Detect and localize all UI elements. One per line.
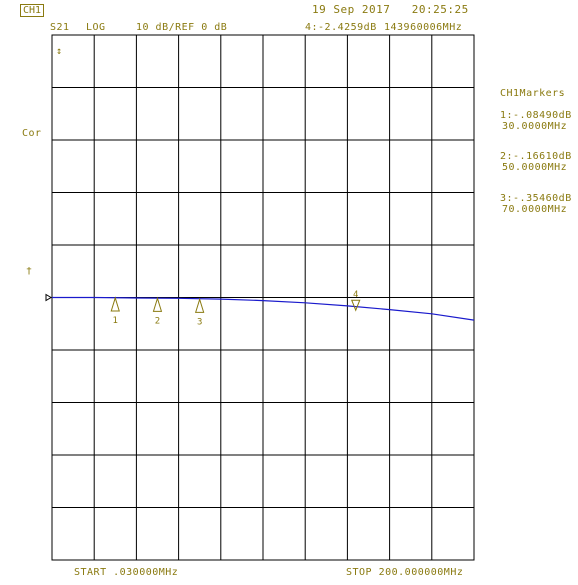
stop-frequency: STOP 200.000000MHz (346, 567, 464, 578)
marker-triangle (153, 298, 161, 311)
scale-label: 10 dB/REF 0 dB (136, 22, 228, 33)
marker-label: 3 (196, 317, 203, 328)
trace-arrow-icon: † (26, 266, 33, 277)
format-label: LOG (86, 22, 106, 33)
marker-2-freq: 50.0000MHz (502, 162, 568, 173)
active-marker-value: 4:-2.4259dB (305, 22, 377, 33)
marker-1-freq: 30.0000MHz (502, 121, 568, 132)
marker-3-value: 3:-.35460dB (500, 193, 572, 204)
datetime: 19 Sep 2017 20:25:25 (312, 3, 469, 16)
marker-triangle (111, 298, 119, 311)
marker-triangle (352, 300, 360, 310)
start-frequency: START .030000MHz (74, 567, 179, 578)
reference-level-icon (46, 295, 51, 301)
active-marker-freq: 143960006MHz (384, 22, 463, 33)
marker-label: 4 (353, 290, 359, 301)
marker-label: 2 (154, 316, 161, 327)
marker-triangle (196, 299, 204, 312)
correction-label: Cor (22, 128, 42, 139)
marker-2-value: 2:-.16610dB (500, 151, 572, 162)
marker-label: 1 (112, 315, 118, 326)
marker-1-value: 1:-.08490dB (500, 110, 572, 121)
markers-panel-title: CH1Markers (500, 88, 566, 99)
parameter-label: S21 (50, 22, 70, 33)
marker-3-freq: 70.0000MHz (502, 204, 568, 215)
marker-status-icon: ↕ (56, 46, 63, 57)
channel-indicator[interactable]: CH1 (20, 4, 44, 17)
